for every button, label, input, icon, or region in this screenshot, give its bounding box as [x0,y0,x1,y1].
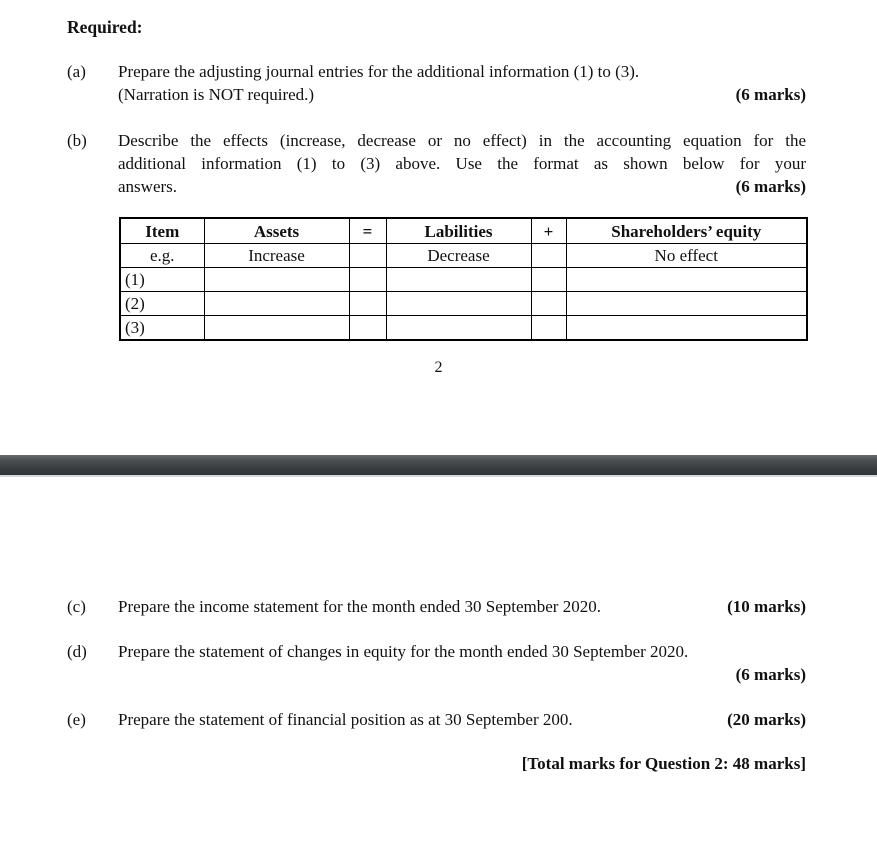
question-e-line1: Prepare the statement of financial position as at 30 September 200. [118,710,573,729]
row2-plus-cell [531,292,566,316]
question-c [67,595,806,618]
page-separator-bar [0,455,877,477]
question-a-letter: (a) [67,62,86,81]
question-b-marks: (6 marks) [735,177,806,196]
table-header-liabilities: Labilities [386,218,531,244]
row3-liabilities-cell [386,316,531,341]
question-a-line1: Prepare the adjusting journal entries for the additional information (1) to (3). [118,62,640,81]
accounting-equation-table [119,217,808,341]
table-header-shareholders-equity: Shareholders’ equity [566,218,807,244]
example-equals-cell [349,244,386,268]
row1-liabilities-cell [386,268,531,292]
question-d-marks: (6 marks) [735,665,806,684]
table-row [120,268,807,292]
row3-equity-cell [566,316,807,341]
question-a-marks: (6 marks) [735,85,806,104]
example-plus-cell [531,244,566,268]
question-d-letter: (d) [67,642,87,661]
example-equity-cell: No effect [566,244,807,268]
row3-assets-cell [204,316,349,341]
table-header-assets: Assets [204,218,349,244]
question-c-letter: (c) [67,597,86,616]
row1-item-cell: (1) [120,268,204,292]
question-b-line2: additional information (1) to (3) above. Use the format as shown below for your [118,154,806,173]
row1-plus-cell [531,268,566,292]
question-a-line2: (Narration is NOT required.) [118,85,315,104]
question-e [67,708,806,731]
row2-liabilities-cell [386,292,531,316]
row1-equity-cell [566,268,807,292]
question-e-letter: (e) [67,710,86,729]
row2-assets-cell [204,292,349,316]
row1-equals-cell [349,268,386,292]
row2-equity-cell [566,292,807,316]
example-assets-cell: Increase [204,244,349,268]
table-header-row [120,218,807,244]
question-d-line1: Prepare the statement of changes in equity for the month ended 30 September 2020. [118,642,689,661]
row2-equals-cell [349,292,386,316]
question-a [67,60,806,106]
row3-plus-cell [531,316,566,341]
required-heading: Required: [67,17,143,37]
equals-sign: = [349,218,386,244]
table-header-item: Item [120,218,204,244]
table-example-row [120,244,807,268]
example-liabilities-cell: Decrease [386,244,531,268]
page-number: 2 [434,359,443,376]
table-row [120,292,807,316]
example-item-cell: e.g. [120,244,204,268]
total-marks: [Total marks for Question 2: 48 marks] [521,754,806,773]
row2-item-cell: (2) [120,292,204,316]
row3-item-cell: (3) [120,316,204,341]
row3-equals-cell [349,316,386,341]
question-c-line1: Prepare the income statement for the month ended 30 September 2020. [118,597,601,616]
question-b-line3: answers. [118,177,178,196]
table-row [120,316,807,341]
question-e-marks: (20 marks) [727,710,806,729]
question-b [67,129,806,198]
question-b-letter: (b) [67,131,87,150]
question-c-marks: (10 marks) [727,597,806,616]
plus-sign: + [531,218,566,244]
question-d [67,640,806,686]
row1-assets-cell [204,268,349,292]
question-b-line1: Describe the effects (increase, decrease or no effect) in the accounting equation for the [118,131,806,150]
